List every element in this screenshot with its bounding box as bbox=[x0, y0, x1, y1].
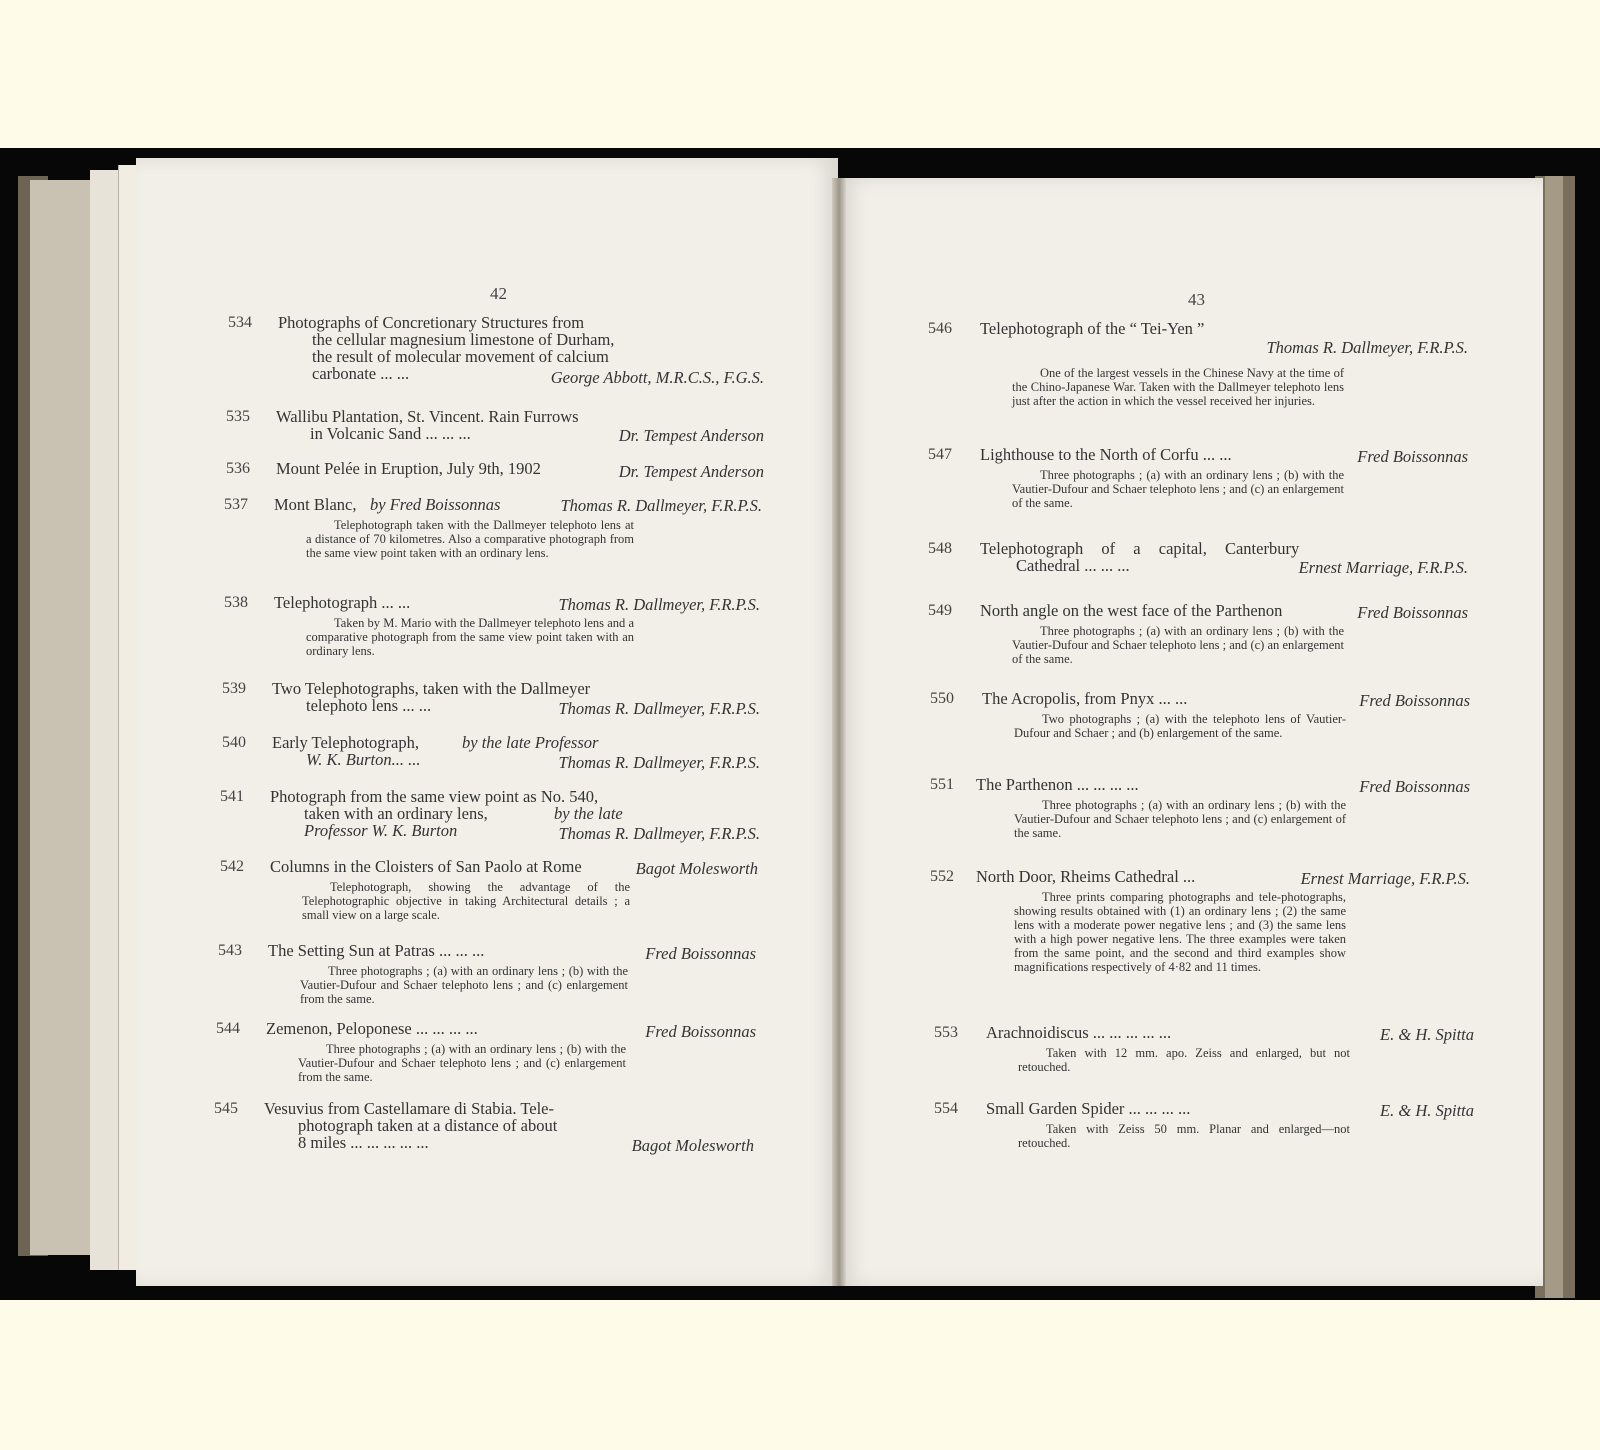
entry-author: Thomas R. Dallmeyer, F.R.P.S. bbox=[558, 824, 760, 843]
entry-title-line: Cathedral ... ... ... bbox=[1016, 556, 1130, 575]
entry-author: Thomas R. Dallmeyer, F.R.P.S. bbox=[558, 753, 760, 772]
page-number-right: 43 bbox=[1188, 290, 1205, 309]
entry-534 bbox=[228, 314, 768, 394]
entry-author: Thomas R. Dallmeyer, F.R.P.S. bbox=[558, 699, 760, 718]
entry-title-line: in Volcanic Sand ... ... ... bbox=[310, 424, 471, 443]
entry-535 bbox=[226, 408, 766, 448]
entry-547 bbox=[928, 446, 1468, 516]
entry-author: Fred Boissonnas bbox=[1359, 777, 1470, 796]
entry-author: Fred Boissonnas bbox=[1359, 691, 1470, 710]
entry-title-line: Two Telephotographs, taken with the Dallmeyer bbox=[272, 679, 591, 698]
entry-title-line: Arachnoidiscus ... ... ... ... ... bbox=[986, 1023, 1172, 1042]
entry-author: Fred Boissonnas bbox=[645, 1022, 756, 1041]
entry-title-line: Columns in the Cloisters of San Paolo at Rome bbox=[270, 857, 582, 876]
entry-author: E. & H. Spitta bbox=[1380, 1025, 1474, 1044]
entry-title-line: Small Garden Spider ... ... ... ... bbox=[986, 1099, 1191, 1118]
entry-author: Dr. Tempest Anderson bbox=[618, 426, 764, 445]
entry-author: Fred Boissonnas bbox=[1357, 603, 1468, 622]
book-gutter bbox=[832, 178, 846, 1286]
entry-551 bbox=[930, 776, 1470, 846]
entry-title-line: North angle on the west face of the Parthenon bbox=[980, 601, 1283, 620]
entry-540 bbox=[222, 734, 766, 774]
entry-description: Three photographs ; (a) with an ordinary lens ; (b) with the Vautier-Dufour and Schaer telephoto lens ; and (c) enlargement from the same. bbox=[298, 1042, 626, 1084]
entry-number: 538 bbox=[224, 594, 248, 611]
entry-author: Dr. Tempest Anderson bbox=[618, 462, 764, 481]
entry-title-line: Telephotograph ... ... bbox=[274, 593, 411, 612]
entry-number: 536 bbox=[226, 460, 250, 477]
book-edge-right-pages bbox=[1545, 176, 1563, 1298]
entry-title-line: Wallibu Plantation, St. Vincent. Rain Furrows bbox=[276, 407, 579, 426]
entry-title-line: carbonate ... ... bbox=[312, 364, 410, 383]
entry-552 bbox=[930, 868, 1470, 1008]
entry-title-line: North Door, Rheims Cathedral ... bbox=[976, 867, 1196, 886]
entry-title-line: the cellular magnesium limestone of Durham, bbox=[312, 330, 615, 349]
entry-title-line: The Acropolis, from Pnyx ... ... bbox=[982, 689, 1188, 708]
entry-number: 551 bbox=[930, 776, 954, 793]
entry-number: 548 bbox=[928, 540, 952, 557]
entry-number: 545 bbox=[214, 1100, 238, 1117]
entry-number: 554 bbox=[934, 1100, 958, 1117]
entry-title-line: Early Telephotograph, bbox=[272, 733, 419, 752]
entry-546 bbox=[928, 320, 1468, 420]
entry-title-line: Photographs of Concretionary Structures from bbox=[278, 313, 585, 332]
entry-description: One of the largest vessels in the Chinese Navy at the time of the Chino-Japanese War. Taken with the Dallmeyer telephoto lens just after the action in which the vessel received her injuries. bbox=[1012, 366, 1344, 408]
entry-title-line: 8 miles ... ... ... ... ... bbox=[298, 1133, 429, 1152]
page-number-left: 42 bbox=[490, 284, 507, 303]
entry-description: Two photographs ; (a) with the telephoto lens of Vautier-Dufour and Schaer ; and (b) enlargement of the same. bbox=[1014, 712, 1346, 740]
entry-title-line: The Parthenon ... ... ... ... bbox=[976, 775, 1139, 794]
entry-author: Bagot Molesworth bbox=[635, 859, 758, 878]
entry-number: 540 bbox=[222, 734, 246, 751]
entry-title-line: photograph taken at a distance of about bbox=[298, 1116, 558, 1135]
entry-title-line: Telephotograph of a capital, Canterbury bbox=[980, 539, 1300, 558]
entry-author: Fred Boissonnas bbox=[1357, 447, 1468, 466]
entry-description: Three prints comparing photographs and tele-photographs, showing results obtained with (1) an ordinary lens ; (2) the same lens with a moderate power negative lens ; and (3) the same lens with a high power negative lens. The three examples were taken from the same point, and the second and third examples show magnifications respectively of 4·82 and 11 times. bbox=[1014, 890, 1346, 974]
entry-title-line: Vesuvius from Castellamare di Stabia. Tele- bbox=[264, 1099, 554, 1118]
entry-description: Taken with Zeiss 50 mm. Planar and enlarged—not retouched. bbox=[1018, 1122, 1350, 1150]
entry-description: Telephotograph, showing the advantage of the Telephotographic objective in taking Architectural details ; a small view on a large scale. bbox=[302, 880, 630, 922]
entry-number: 541 bbox=[220, 788, 244, 805]
book-edge-left-pages-inner bbox=[90, 170, 120, 1270]
entry-title-italic: by the late bbox=[554, 804, 623, 823]
entry-description: Three photographs ; (a) with an ordinary lens ; (b) with the Vautier-Dufour and Schaer telephoto lens ; and (c) an enlargement of the same. bbox=[1012, 468, 1344, 510]
entry-title-line: Professor W. K. Burton bbox=[304, 821, 458, 840]
entry-548 bbox=[928, 540, 1468, 580]
entry-author: Thomas R. Dallmeyer, F.R.P.S. bbox=[560, 496, 762, 515]
entry-539 bbox=[222, 680, 766, 720]
entry-549 bbox=[928, 602, 1468, 672]
entry-title-line: W. K. Burton... ... bbox=[306, 750, 421, 769]
entry-number: 537 bbox=[224, 496, 248, 513]
entry-author: E. & H. Spitta bbox=[1380, 1101, 1474, 1120]
entry-title-line: Zemenon, Peloponese ... ... ... ... bbox=[266, 1019, 478, 1038]
entry-title-line: Mount Pelée in Eruption, July 9th, 1902 bbox=[276, 459, 541, 478]
entry-title-line: Lighthouse to the North of Corfu ... ... bbox=[980, 445, 1232, 464]
entry-title-line: telephoto lens ... ... bbox=[306, 696, 432, 715]
entry-536 bbox=[226, 460, 766, 482]
entry-number: 546 bbox=[928, 320, 952, 337]
entry-description: Three photographs ; (a) with an ordinary lens ; (b) with the Vautier-Dufour and Schaer telephoto lens ; and (c) an enlargement of the same. bbox=[1012, 624, 1344, 666]
entry-553 bbox=[934, 1024, 1474, 1074]
entry-title-line: Telephotograph of the “ Tei-Yen ” bbox=[980, 319, 1205, 338]
entry-number: 547 bbox=[928, 446, 952, 463]
entry-title-italic: by the late Professor bbox=[462, 733, 599, 752]
entry-author: Thomas R. Dallmeyer, F.R.P.S. bbox=[558, 595, 760, 614]
entry-description: Taken by M. Mario with the Dallmeyer telephoto lens and a comparative photograph from the same view point taken with an ordinary lens. bbox=[306, 616, 634, 658]
entry-number: 550 bbox=[930, 690, 954, 707]
entry-541 bbox=[220, 788, 766, 848]
entry-537 bbox=[224, 496, 766, 576]
entry-number: 544 bbox=[216, 1020, 240, 1037]
entry-545 bbox=[214, 1100, 766, 1160]
entry-number: 543 bbox=[218, 942, 242, 959]
entry-title-line: Photograph from the same view point as No. 540, bbox=[270, 787, 599, 806]
entry-author: George Abbott, M.R.C.S., F.G.S. bbox=[550, 368, 764, 387]
entry-description: Telephotograph taken with the Dallmeyer telephoto lens at a distance of 70 kilometres. Also a comparative photograph from the same view point taken with an ordinary lens. bbox=[306, 518, 634, 560]
entry-title-line: Mont Blanc, bbox=[274, 495, 357, 514]
entry-description: Three photographs ; (a) with an ordinary lens ; (b) with the Vautier-Dufour and Schaer telephoto lens ; and (c) enlargement from the same. bbox=[300, 964, 628, 1006]
entry-550 bbox=[930, 690, 1470, 760]
entry-554 bbox=[934, 1100, 1474, 1150]
entry-description: Taken with 12 mm. apo. Zeiss and enlarged, but not retouched. bbox=[1018, 1046, 1350, 1074]
entry-description: Three photographs ; (a) with an ordinary lens ; (b) with the Vautier-Dufour and Schaer telephoto lens ; and (c) enlargement of the same. bbox=[1014, 798, 1346, 840]
entry-number: 549 bbox=[928, 602, 952, 619]
entry-author: Thomas R. Dallmeyer, F.R.P.S. bbox=[1266, 338, 1468, 357]
entry-title-italic: by Fred Boissonnas bbox=[370, 495, 501, 514]
entry-author: Fred Boissonnas bbox=[645, 944, 756, 963]
entry-number: 553 bbox=[934, 1024, 958, 1041]
entry-number: 534 bbox=[228, 314, 252, 331]
entry-544 bbox=[216, 1020, 766, 1090]
entry-number: 552 bbox=[930, 868, 954, 885]
entry-author: Ernest Marriage, F.R.P.S. bbox=[1298, 558, 1468, 577]
entry-543 bbox=[218, 942, 766, 1012]
entry-author: Bagot Molesworth bbox=[631, 1136, 754, 1155]
entry-number: 539 bbox=[222, 680, 246, 697]
entry-author: Ernest Marriage, F.R.P.S. bbox=[1300, 869, 1470, 888]
entry-title-line: The Setting Sun at Patras ... ... ... bbox=[268, 941, 485, 960]
entry-title-line: taken with an ordinary lens, bbox=[304, 804, 488, 823]
entry-title-line: the result of molecular movement of calcium bbox=[312, 347, 609, 366]
entry-542 bbox=[220, 858, 766, 928]
entry-number: 535 bbox=[226, 408, 250, 425]
entry-number: 542 bbox=[220, 858, 244, 875]
entry-538 bbox=[224, 594, 766, 664]
